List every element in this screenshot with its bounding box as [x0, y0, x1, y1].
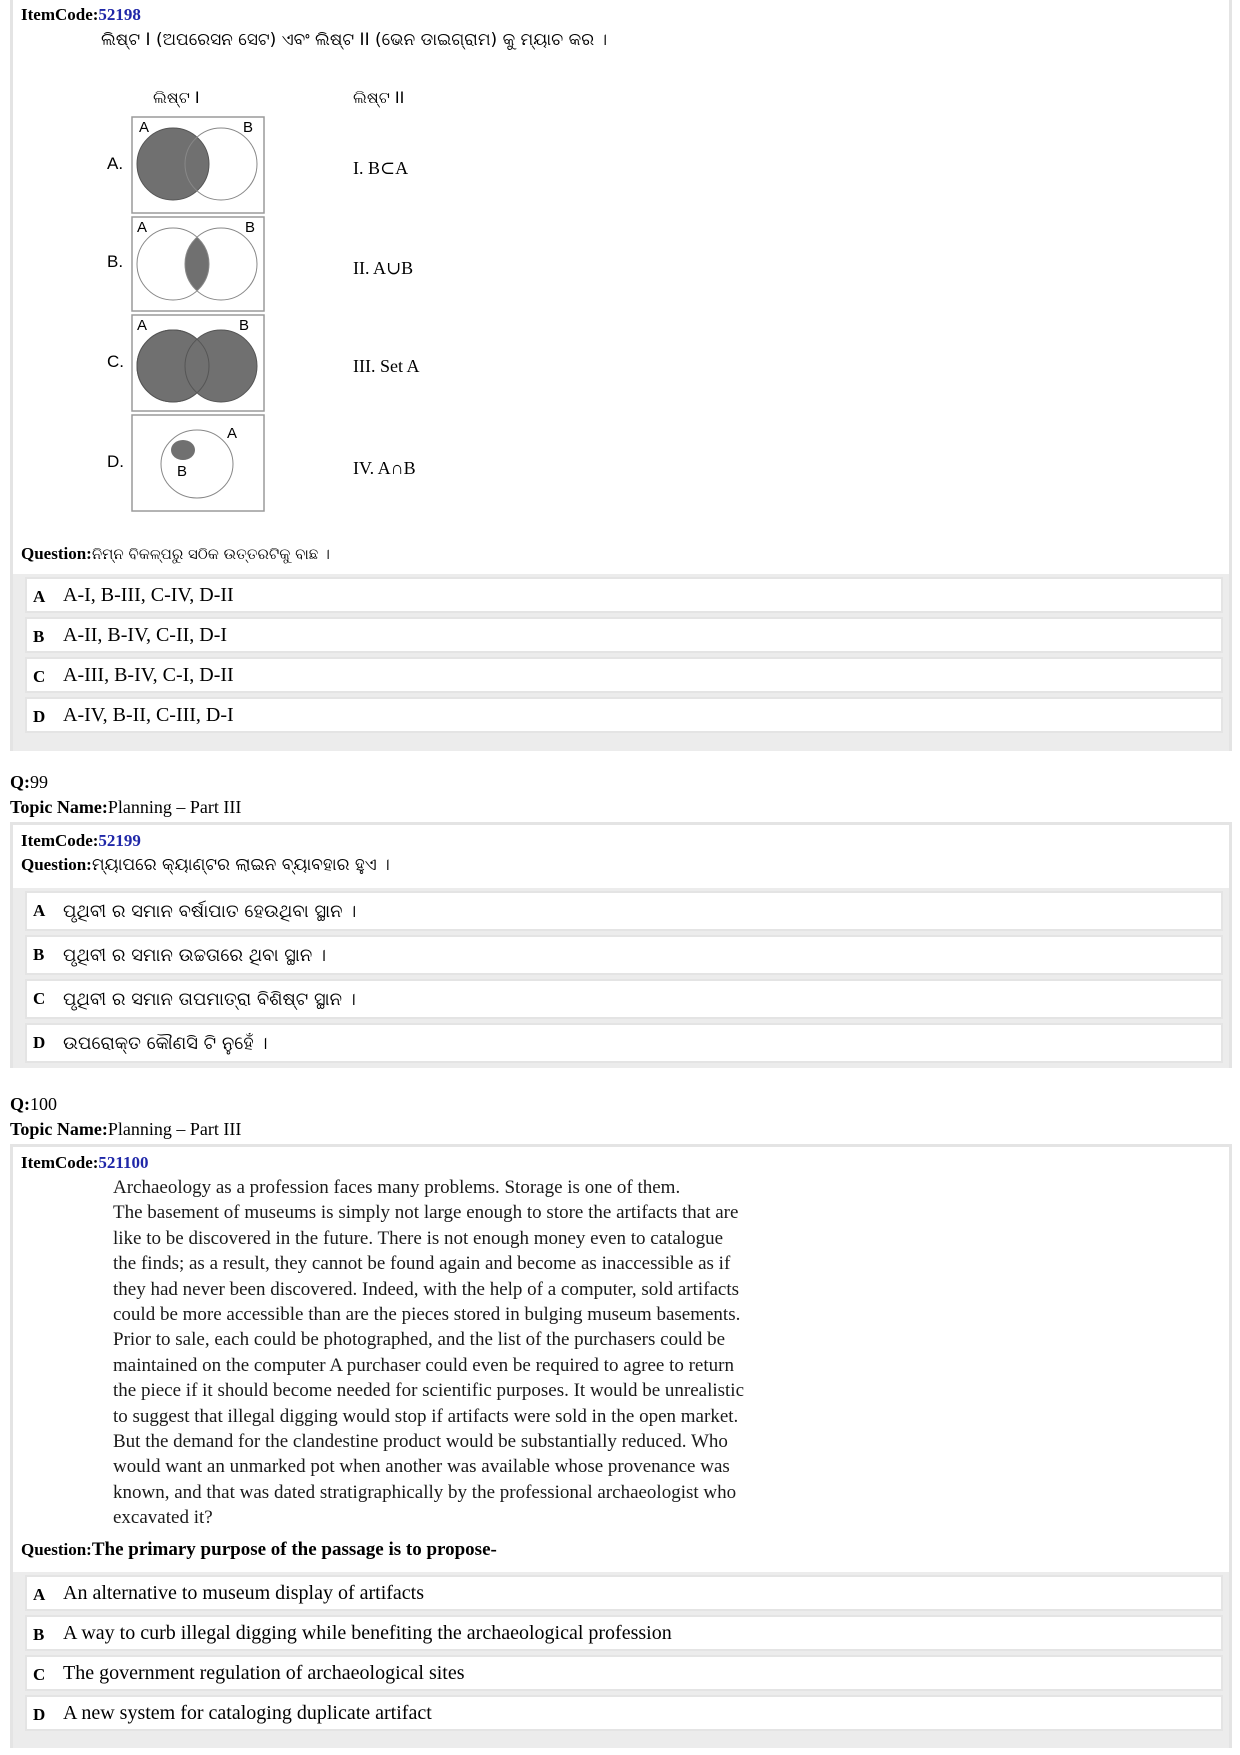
option-text: ପୃଥିବୀ ର ସମାନ ଉଚ୍ଚତାରେ ଥିବା ସ୍ଥାନ ।: [63, 945, 327, 966]
q-label: Q:: [10, 1094, 30, 1114]
topic-name: Planning – Part III: [107, 1119, 242, 1139]
passage-line: they had never been discovered. Indeed, with the help of a computer, sold artifacts: [113, 1278, 740, 1300]
option-c[interactable]: [25, 657, 1223, 693]
item-code-label: ItemCode:: [21, 5, 99, 24]
option-text: A new system for cataloging duplicate artifact: [63, 1702, 432, 1724]
option-letter: D: [33, 707, 46, 726]
item-code-row: [21, 1153, 148, 1173]
option-text: A-I, B-III, C-IV, D-II: [63, 584, 234, 606]
option-text: ଉପରୋକ୍ତ କୌଣସି ଟି ନୁହେଁ ।: [63, 1033, 268, 1054]
question-card-52199: [10, 822, 1232, 1068]
option-text: A way to curb illegal digging while benefiting the archaeological profession: [63, 1622, 672, 1644]
q-number: 100: [30, 1094, 57, 1114]
option-text: A-III, B-IV, C-I, D-II: [63, 664, 234, 686]
item-code-row: [21, 831, 141, 851]
venn-a-label-a: A: [139, 119, 150, 136]
question-label: Question:: [21, 1540, 92, 1559]
row-label-c: C.: [107, 352, 124, 371]
passage-line: like to be discovered in the future. There is not enough money even to catalogue: [113, 1227, 724, 1249]
question-row: [21, 544, 330, 564]
topic-label: Topic Name:: [10, 1119, 108, 1139]
option-d[interactable]: [25, 1023, 1223, 1063]
passage-line: would want an unmarked pot when another was available whose provenance was: [113, 1456, 730, 1478]
topic-row-99: [10, 797, 241, 818]
reading-passage: [113, 1175, 853, 1531]
item-code-label: ItemCode:: [21, 831, 99, 850]
question-card-52198: [10, 0, 1232, 751]
option-letter: D: [33, 1033, 46, 1052]
item-code-value: 52198: [98, 5, 141, 24]
topic-row-100: [10, 1119, 241, 1140]
option-b[interactable]: [25, 617, 1223, 653]
option-a[interactable]: [25, 577, 1223, 613]
passage-line: The basement of museums is simply not large enough to store the artifacts that are: [113, 1202, 739, 1224]
option-text: A-IV, B-II, C-III, D-I: [63, 704, 234, 726]
passage-line: known, and that was dated stratigraphically by the professional archaeologist who: [113, 1481, 737, 1503]
question-label: Question:: [21, 855, 92, 874]
option-a[interactable]: [25, 1575, 1223, 1611]
venn-diagram-a: [131, 116, 265, 214]
option-text: ପୃଥିବୀ ର ସମାନ ତାପମାତ୍ରା ବିଶିଷ୍ଟ ସ୍ଥାନ ।: [63, 989, 356, 1010]
venn-diagram-b: [131, 216, 265, 312]
item-code-value: 521100: [98, 1153, 149, 1172]
venn-c-label-a: A: [137, 317, 148, 334]
passage-line: the finds; as a result, they cannot be found again and become as inaccessible as if: [113, 1253, 731, 1275]
option-d[interactable]: [25, 697, 1223, 733]
option-letter: C: [33, 989, 46, 1008]
row-match-b: II. A∪B: [353, 258, 414, 278]
passage-line: maintained on the computer A purchaser could even be required to agree to return: [113, 1354, 734, 1376]
q-label: Q:: [10, 772, 30, 792]
option-letter: D: [33, 1705, 46, 1724]
row-label-d: D.: [107, 452, 124, 471]
venn-b-label-a: A: [137, 219, 148, 236]
question-card-521100: [10, 1144, 1232, 1748]
topic-label: Topic Name:: [10, 797, 108, 817]
topic-name: Planning – Part III: [107, 797, 242, 817]
option-text: The government regulation of archaeological sites: [63, 1662, 465, 1684]
option-letter: C: [33, 667, 46, 686]
question-row: [21, 855, 390, 875]
venn-d-label-b: B: [177, 463, 188, 480]
passage-line: But the demand for the clandestine product would be substantially reduced. Who: [113, 1431, 728, 1453]
option-a[interactable]: [25, 891, 1223, 931]
row-match-c: III. Set A: [353, 356, 420, 376]
question-row: [21, 1539, 497, 1561]
option-letter: C: [33, 1665, 46, 1684]
list1-header: ଲିଷ୍ଟ I: [153, 88, 200, 107]
match-instruction: ଲିଷ୍ଟ I (ଅପରେସନ ସେଟ) ଏବଂ ଲିଷ୍ଟ II (ଭେନ ଡାଇଗ୍ରାମ) କୁ ମ୍ୟାଚ କର ।: [101, 30, 608, 50]
row-match-a: I. B⊂A: [353, 158, 409, 178]
row-label-b: B.: [107, 252, 124, 271]
option-letter: A: [33, 587, 46, 606]
option-d[interactable]: [25, 1695, 1223, 1731]
option-c[interactable]: [25, 979, 1223, 1019]
row-label-a: A.: [107, 154, 124, 173]
option-text: An alternative to museum display of artifacts: [63, 1582, 425, 1604]
passage-line: excavated it?: [113, 1507, 213, 1529]
row-match-d: IV. A∩B: [353, 458, 416, 478]
option-letter: B: [33, 1625, 45, 1644]
option-text: ପୃଥିବୀ ର ସମାନ ବର୍ଷାପାତ ହେଉଥିବା ସ୍ଥାନ ।: [63, 901, 357, 922]
venn-diagram-c: [131, 314, 265, 412]
passage-line: to suggest that illegal digging would stop if artifacts were sold in the open market.: [113, 1405, 739, 1427]
question-text: ନିମ୍ନ ବିକଳ୍ପରୁ ସଠିକ ଉତ୍ତରଟିକୁ ବାଛ ।: [91, 545, 330, 563]
option-c[interactable]: [25, 1655, 1223, 1691]
venn-c-label-b: B: [239, 317, 250, 334]
q-number: 99: [30, 772, 48, 792]
item-code-label: ItemCode:: [21, 1153, 99, 1172]
venn-a-label-b: B: [243, 119, 254, 136]
question-label: Question:: [21, 544, 92, 563]
list2-header: ଲିଷ୍ଟ II: [353, 88, 405, 107]
venn-diagram-d: [131, 414, 265, 512]
option-letter: A: [33, 901, 46, 920]
question-text: ମ୍ୟାପରେ କ୍ୟାଣ୍ଟର ଲାଇନ ବ୍ୟାବହାର ହୁଏ ।: [91, 855, 390, 875]
option-letter: B: [33, 945, 45, 964]
passage-line: could be more accessible than are the pieces stored in bulging museum basements.: [113, 1304, 741, 1326]
venn-b-label-b: B: [245, 219, 256, 236]
question-number-100: [10, 1094, 57, 1115]
venn-d-label-a: A: [227, 425, 238, 442]
passage-line: Archaeology as a profession faces many problems. Storage is one of them.: [113, 1177, 681, 1198]
option-b[interactable]: [25, 1615, 1223, 1651]
passage-line: Prior to sale, each could be photographed, and the list of the purchasers could be: [113, 1329, 726, 1351]
question-text: The primary purpose of the passage is to propose-: [91, 1539, 497, 1560]
option-letter: A: [33, 1585, 46, 1604]
option-letter: B: [33, 627, 45, 646]
option-text: A-II, B-IV, C-II, D-I: [63, 624, 228, 646]
question-number-99: [10, 772, 48, 793]
passage-line: the piece if it should become needed for scientific purposes. It would be unrealistic: [113, 1380, 745, 1402]
item-code-value: 52199: [98, 831, 141, 850]
item-code-row: [21, 5, 141, 25]
option-b[interactable]: [25, 935, 1223, 975]
